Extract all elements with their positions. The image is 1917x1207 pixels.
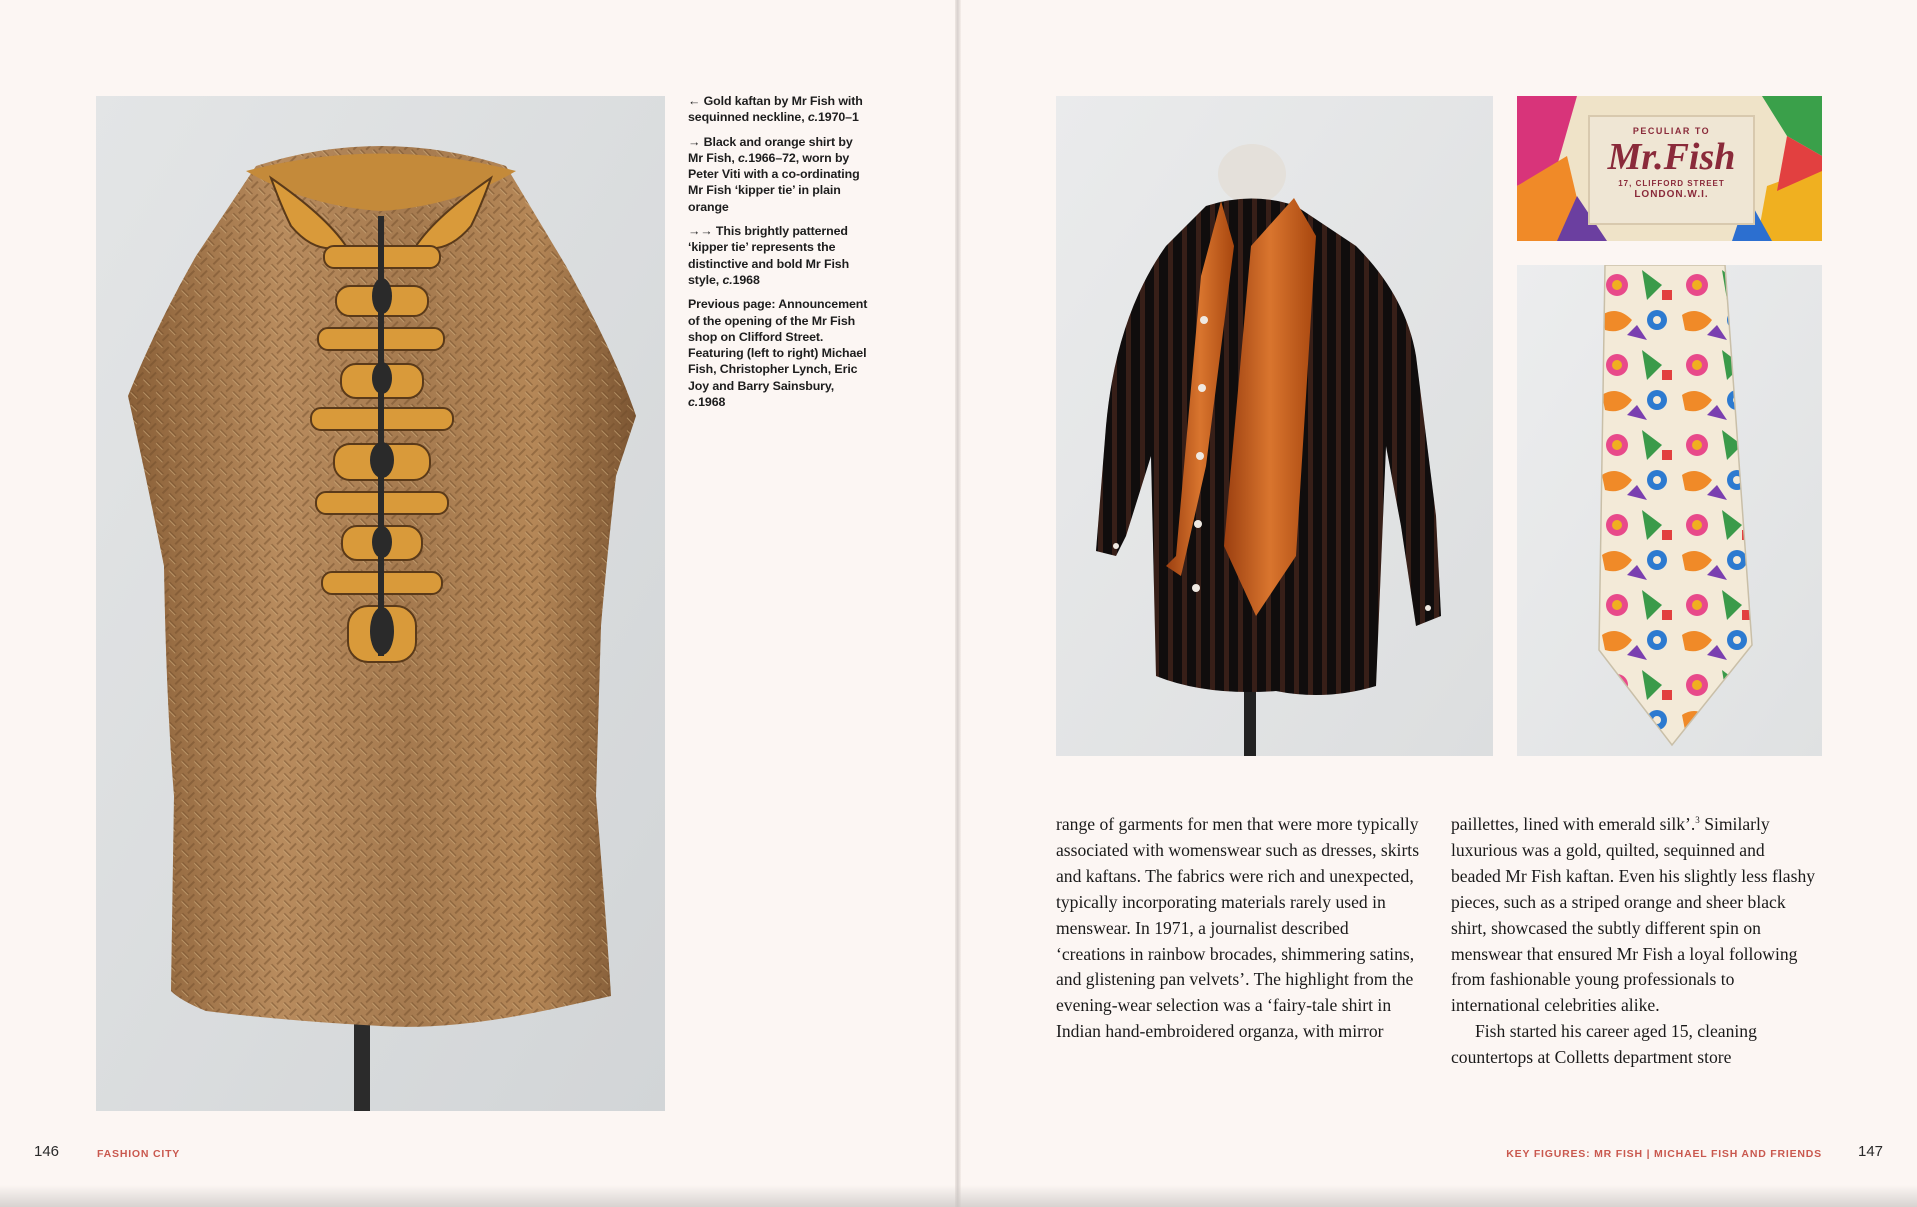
label-line-street: 17, CLIFFORD STREET	[1618, 179, 1725, 188]
running-head-right: KEY FIGURES: MR FISH | MICHAEL FISH AND FRIENDS	[1506, 1148, 1822, 1160]
arrow-right-icon: →	[688, 134, 701, 149]
caption-shirt: → Black and orange shirt by Mr Fish, c.1966–72, worn by Peter Viti with a co-ordinating Mr Fish ‘kipper tie’ in plain orange	[688, 134, 860, 214]
caption-kaftan: ← Gold kaftan by Mr Fish with sequinned neckline, c.1970–1	[688, 94, 863, 125]
photo-captions	[688, 93, 868, 418]
label-text	[1589, 116, 1754, 224]
tie-photo	[1517, 265, 1822, 756]
body-paragraph: paillettes, lined with emerald silk’.$^3$ Similarly luxurious was a gold, quilted, sequinned and beaded Mr Fish kaftan. Even his slightly less flashy pieces, such as a striped orange and sheer black shirt, showcased the subtly different spin on menswear that ensured Mr Fish a loyal following from fashionable young professionals to international celebrities alike.	[1451, 814, 1816, 1016]
kaftan-photo	[96, 96, 665, 1111]
caption-previous-page: Previous page: Announcement of the opening of the Mr Fish shop on Clifford Street. Featuring (left to right) Michael Fish, Christopher Lynch, Eric Joy and Barry Sainsbury, c.1968	[688, 297, 868, 410]
body-column-1	[1056, 812, 1421, 1045]
book-gutter	[955, 0, 961, 1207]
running-head-left: FASHION CITY	[97, 1148, 181, 1160]
footnote-ref: 3	[1695, 815, 1700, 826]
double-arrow-right-icon: →→	[688, 224, 713, 239]
label-line-peculiar: PECULIAR TO	[1632, 126, 1711, 136]
page-bottom-shadow	[0, 1185, 1917, 1207]
folio-left: 146	[34, 1143, 60, 1160]
arrow-left-icon: ←	[688, 94, 701, 108]
label-brand: Mr.Fish	[1607, 136, 1736, 178]
shirt-photo	[1056, 96, 1493, 756]
body-column-2	[1451, 812, 1816, 1071]
folio-right: 147	[1858, 1143, 1884, 1160]
label-photo	[1517, 96, 1822, 241]
caption-tie: →→ This brightly patterned ‘kipper tie’ represents the distinctive and bold Mr Fish style, c.1968	[688, 224, 850, 287]
body-paragraph: Fish started his career aged 15, cleaning countertops at Colletts department store	[1451, 1021, 1757, 1068]
label-line-city: LONDON.W.I.	[1634, 189, 1709, 200]
body-paragraph: range of garments for men that were more typically associated with womenswear such as dresses, skirts and kaftans. The fabrics were rich and unexpected, typically incorporating materials rarely used in menswear. In 1971, a journalist described ‘creations in rainbow brocades, shimmering satins, and glistening pan velvets’. The highlight from the evening-wear selection was a ‘fairy-tale shirt in Indian hand-embroidered organza, with mirror	[1056, 814, 1420, 1042]
